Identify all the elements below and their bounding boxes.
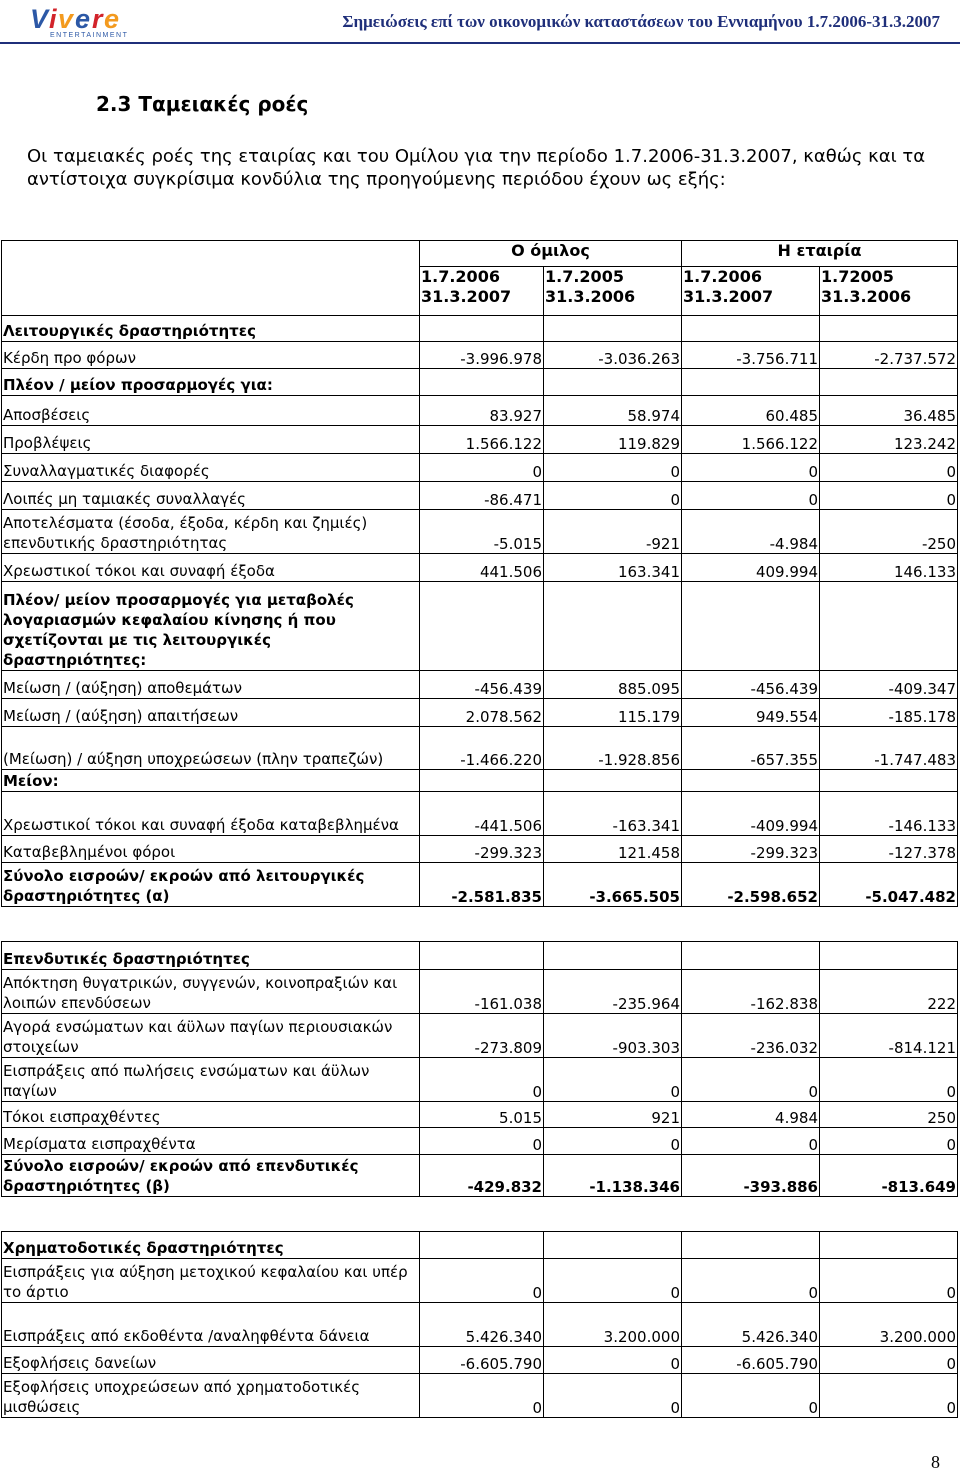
value-cell: -456.439	[682, 671, 820, 699]
value-cell	[820, 582, 958, 671]
row-label: Τόκοι εισπραχθέντες	[2, 1102, 420, 1128]
value-cell: -5.047.482	[820, 863, 958, 907]
page-number: 8	[931, 1452, 940, 1472]
table-section-row	[2, 1232, 958, 1259]
vivere-logo	[30, 4, 180, 38]
value-cell: 1.566.122	[420, 426, 544, 454]
svg-text:r: r	[92, 4, 103, 34]
row-label: Συναλλαγματικές διαφορές	[2, 454, 420, 482]
value-cell: 58.974	[544, 396, 682, 426]
value-cell: 1.566.122	[682, 426, 820, 454]
value-cell: 0	[420, 1374, 544, 1418]
value-cell: 885.095	[544, 671, 682, 699]
value-cell: 5.426.340	[420, 1303, 544, 1347]
value-cell: -86.471	[420, 482, 544, 510]
table-row	[2, 1014, 958, 1058]
value-cell: 2.078.562	[420, 699, 544, 727]
value-cell	[682, 942, 820, 970]
row-label: Λοιπές μη ταμιακές συναλλαγές	[2, 482, 420, 510]
svg-text:e: e	[75, 4, 91, 34]
value-cell: 0	[820, 1058, 958, 1102]
row-label: Μείωση / (αύξηση) αποθεμάτων	[2, 671, 420, 699]
value-cell	[682, 369, 820, 396]
value-cell: 121.458	[544, 836, 682, 863]
value-cell	[420, 770, 544, 792]
spacer-row	[2, 907, 958, 942]
row-label: Αποσβέσεις	[2, 396, 420, 426]
value-cell: 3.200.000	[544, 1303, 682, 1347]
value-cell: 409.994	[682, 554, 820, 582]
value-cell: -236.032	[682, 1014, 820, 1058]
value-cell	[420, 942, 544, 970]
row-label: Αγορά ενσώματων και άϋλων παγίων περιουσιακών στοιχείων	[2, 1014, 420, 1058]
value-cell: 0	[544, 1374, 682, 1418]
value-cell: -1.747.483	[820, 727, 958, 770]
row-label: Εξοφλήσεις δανείων	[2, 1347, 420, 1374]
value-cell	[820, 316, 958, 342]
row-label: Απόκτηση θυγατρικών, συγγενών, κοινοπραξιών και λοιπών επενδύσεων	[2, 970, 420, 1014]
value-cell: 0	[820, 1347, 958, 1374]
svg-text:V: V	[30, 4, 49, 34]
value-cell: -161.038	[420, 970, 544, 1014]
row-label: Πλέον / μείον προσαρμογές για:	[2, 369, 420, 396]
value-cell: 60.485	[682, 396, 820, 426]
table-section-row	[2, 316, 958, 342]
value-cell: 0	[820, 1128, 958, 1155]
value-cell: -3.036.263	[544, 342, 682, 369]
value-cell: 0	[682, 1374, 820, 1418]
period-header: 1.7.2006 31.3.2007	[682, 267, 820, 316]
value-cell: 36.485	[820, 396, 958, 426]
spacer-cell	[2, 1197, 958, 1232]
row-label: Μείον:	[2, 770, 420, 792]
row-label: Σύνολο εισροών/ εκροών από επενδυτικές δραστηριότητες (β)	[2, 1155, 420, 1197]
value-cell: -409.994	[682, 792, 820, 836]
document-header-title: Σημειώσεις επί των οικονομικών καταστάσεων του Εννιαμήνου 1.7.2006-31.3.2007	[342, 12, 940, 31]
value-cell: -1.466.220	[420, 727, 544, 770]
value-cell: 0	[682, 1128, 820, 1155]
value-cell: -2.737.572	[820, 342, 958, 369]
value-cell: 0	[820, 1374, 958, 1418]
table-row	[2, 396, 958, 426]
row-label: Καταβεβλημένοι φόροι	[2, 836, 420, 863]
row-label: Κέρδη προ φόρων	[2, 342, 420, 369]
value-cell: 163.341	[544, 554, 682, 582]
value-cell	[544, 770, 682, 792]
row-label: Πλέον/ μείον προσαρμογές για μεταβολές λογαριασμών κεφαλαίου κίνησης ή που σχετίζονται με τις λειτουργικές δραστηριότητες:	[2, 582, 420, 671]
value-cell	[682, 1232, 820, 1259]
value-cell: -456.439	[420, 671, 544, 699]
table-row	[2, 510, 958, 554]
value-cell: 0	[544, 454, 682, 482]
row-label: Προβλέψεις	[2, 426, 420, 454]
row-label: Εισπράξεις από εκδοθέντα /αναληφθέντα δάνεια	[2, 1303, 420, 1347]
table-row	[2, 1303, 958, 1347]
value-cell: 0	[820, 454, 958, 482]
value-cell: 146.133	[820, 554, 958, 582]
value-cell: 441.506	[420, 554, 544, 582]
table-row	[2, 792, 958, 836]
value-cell: -1.138.346	[544, 1155, 682, 1197]
value-cell	[682, 770, 820, 792]
period-header: 1.7.2005 31.3.2006	[544, 267, 682, 316]
value-cell	[820, 369, 958, 396]
value-cell: 949.554	[682, 699, 820, 727]
spacer-cell	[2, 907, 958, 942]
table-row	[2, 454, 958, 482]
row-label: Χρεωστικοί τόκοι και συναφή έξοδα καταβεβλημένα	[2, 792, 420, 836]
header-blank-cell	[2, 241, 420, 316]
value-cell: -3.756.711	[682, 342, 820, 369]
table-row	[2, 482, 958, 510]
value-cell: 0	[682, 1058, 820, 1102]
svg-text:ENTERTAINMENT: ENTERTAINMENT	[50, 32, 129, 38]
value-cell: 0	[682, 454, 820, 482]
value-cell: 123.242	[820, 426, 958, 454]
value-cell: 5.426.340	[682, 1303, 820, 1347]
value-cell: 3.200.000	[820, 1303, 958, 1347]
value-cell	[544, 582, 682, 671]
value-cell: 0	[544, 482, 682, 510]
svg-text:e: e	[104, 4, 120, 34]
value-cell: -5.015	[420, 510, 544, 554]
value-cell: 0	[544, 1128, 682, 1155]
value-cell: -163.341	[544, 792, 682, 836]
table-row	[2, 1058, 958, 1102]
table-row	[2, 554, 958, 582]
row-label: Επενδυτικές δραστηριότητες	[2, 942, 420, 970]
value-cell: 0	[420, 1259, 544, 1303]
table-row	[2, 699, 958, 727]
value-cell: 921	[544, 1102, 682, 1128]
value-cell	[820, 1232, 958, 1259]
value-cell	[682, 316, 820, 342]
value-cell: -6.605.790	[682, 1347, 820, 1374]
section-title: 2.3 Ταμειακές ροές	[96, 92, 309, 116]
value-cell: 222	[820, 970, 958, 1014]
value-cell	[544, 942, 682, 970]
value-cell: -814.121	[820, 1014, 958, 1058]
row-label: Χρηματοδοτικές δραστηριότητες	[2, 1232, 420, 1259]
value-cell	[420, 316, 544, 342]
value-cell: 0	[544, 1259, 682, 1303]
value-cell: 119.829	[544, 426, 682, 454]
value-cell: -250	[820, 510, 958, 554]
value-cell: 83.927	[420, 396, 544, 426]
table-row	[2, 671, 958, 699]
table-header-groups	[2, 241, 958, 267]
group-header: Ο όμιλος	[420, 241, 682, 267]
value-cell: -2.581.835	[420, 863, 544, 907]
value-cell	[420, 1232, 544, 1259]
cash-flow-table	[1, 240, 958, 1418]
row-label: Σύνολο εισροών/ εκροών από λειτουργικές δραστηριότητες (α)	[2, 863, 420, 907]
table-section-row	[2, 369, 958, 396]
value-cell: 0	[682, 1259, 820, 1303]
svg-text:v: v	[58, 4, 74, 34]
value-cell	[820, 770, 958, 792]
value-cell: -903.303	[544, 1014, 682, 1058]
value-cell: 0	[820, 482, 958, 510]
value-cell: -1.928.856	[544, 727, 682, 770]
value-cell: -127.378	[820, 836, 958, 863]
row-label: Μείωση / (αύξηση) απαιτήσεων	[2, 699, 420, 727]
value-cell: -409.347	[820, 671, 958, 699]
table-row	[2, 836, 958, 863]
row-label: Μερίσματα εισπραχθέντα	[2, 1128, 420, 1155]
table-row	[2, 970, 958, 1014]
table-section-row	[2, 770, 958, 792]
value-cell: 250	[820, 1102, 958, 1128]
table-row	[2, 1102, 958, 1128]
row-label: Χρεωστικοί τόκοι και συναφή έξοδα	[2, 554, 420, 582]
table-row	[2, 727, 958, 770]
value-cell: 0	[420, 1058, 544, 1102]
value-cell: -813.649	[820, 1155, 958, 1197]
table-section-row	[2, 1155, 958, 1197]
table-row	[2, 342, 958, 369]
table-section-row	[2, 942, 958, 970]
value-cell: -185.178	[820, 699, 958, 727]
value-cell	[544, 1232, 682, 1259]
value-cell: 0	[544, 1058, 682, 1102]
value-cell: -429.832	[420, 1155, 544, 1197]
svg-text:i: i	[49, 4, 57, 34]
value-cell: 0	[682, 482, 820, 510]
table-row	[2, 1374, 958, 1418]
value-cell: 0	[420, 1128, 544, 1155]
value-cell: -657.355	[682, 727, 820, 770]
period-header: 1.7.2006 31.3.2007	[420, 267, 544, 316]
value-cell	[820, 942, 958, 970]
value-cell: 0	[544, 1347, 682, 1374]
value-cell: -146.133	[820, 792, 958, 836]
intro-paragraph: Οι ταμειακές ροές της εταιρίας και του Ομίλου για την περίοδο 1.7.2006-31.3.2007, καθώς και τα αντίστοιχα συγκρίσιμα κονδύλια της προηγούμενης περιόδου έχουν ως εξής:	[27, 146, 926, 190]
value-cell: -921	[544, 510, 682, 554]
value-cell	[544, 369, 682, 396]
row-label: Αποτελέσματα (έσοδα, έξοδα, κέρδη και ζημιές) επενδυτικής δραστηριότητας	[2, 510, 420, 554]
value-cell: -3.665.505	[544, 863, 682, 907]
value-cell: 4.984	[682, 1102, 820, 1128]
spacer-row	[2, 1197, 958, 1232]
value-cell: -273.809	[420, 1014, 544, 1058]
value-cell: 0	[820, 1259, 958, 1303]
table-row	[2, 1128, 958, 1155]
row-label: Λειτουργικές δραστηριότητες	[2, 316, 420, 342]
table-row	[2, 426, 958, 454]
table-section-row	[2, 582, 958, 671]
row-label: Εξοφλήσεις υποχρεώσεων από χρηματοδοτικές μισθώσεις	[2, 1374, 420, 1418]
row-label: Εισπράξεις για αύξηση μετοχικού κεφαλαίου και υπέρ το άρτιο	[2, 1259, 420, 1303]
row-label: Εισπράξεις από πωλήσεις ενσώματων και άϋλων παγίων	[2, 1058, 420, 1102]
table-section-row	[2, 863, 958, 907]
value-cell	[682, 582, 820, 671]
value-cell: -299.323	[420, 836, 544, 863]
value-cell: -299.323	[682, 836, 820, 863]
value-cell: -3.996.978	[420, 342, 544, 369]
value-cell: -162.838	[682, 970, 820, 1014]
value-cell: 0	[420, 454, 544, 482]
value-cell: -2.598.652	[682, 863, 820, 907]
page-header	[0, 0, 960, 44]
row-label: (Μείωση) / αύξηση υποχρεώσεων (πλην τραπεζών)	[2, 727, 420, 770]
value-cell: -6.605.790	[420, 1347, 544, 1374]
header-divider	[0, 42, 960, 44]
table-row	[2, 1259, 958, 1303]
value-cell	[544, 316, 682, 342]
value-cell: -235.964	[544, 970, 682, 1014]
value-cell	[420, 582, 544, 671]
table-row	[2, 1347, 958, 1374]
value-cell: -393.886	[682, 1155, 820, 1197]
value-cell: -4.984	[682, 510, 820, 554]
period-header: 1.72005 31.3.2006	[820, 267, 958, 316]
company-header: Η εταιρία	[682, 241, 958, 267]
value-cell: 5.015	[420, 1102, 544, 1128]
value-cell	[420, 369, 544, 396]
value-cell: 115.179	[544, 699, 682, 727]
value-cell: -441.506	[420, 792, 544, 836]
